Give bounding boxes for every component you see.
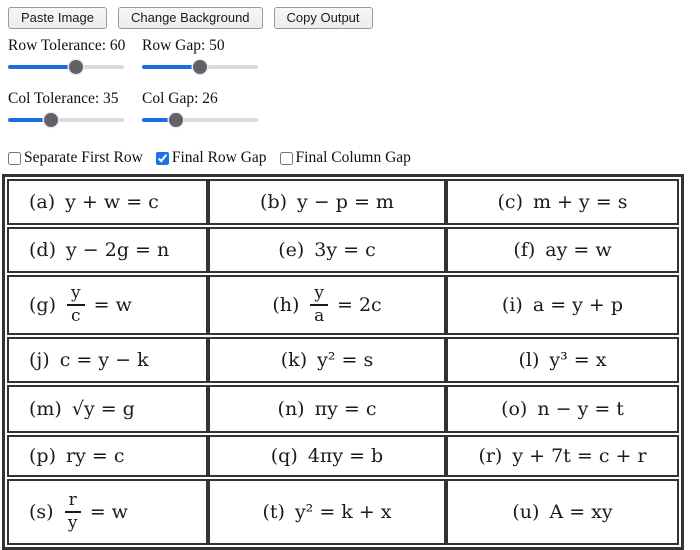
cell-label: (j) (29, 349, 50, 371)
cell-label: (p) (29, 445, 56, 467)
cell-equation: πy = c (314, 398, 377, 420)
cell-equation: ry = c (66, 445, 125, 467)
fraction-numerator: y (67, 284, 85, 306)
row-gap-label: Row Gap: 50 (142, 37, 225, 54)
worksheet-cell-a (7, 179, 208, 225)
separate-first-row-option[interactable] (8, 149, 143, 167)
cell-label: (l) (518, 349, 540, 371)
cell-equation: a = y + p (532, 294, 624, 316)
paste-image-button[interactable]: Paste Image (8, 7, 107, 29)
row-sliders (8, 37, 700, 79)
worksheet-cell-s (7, 479, 208, 545)
worksheet-cell-n (208, 385, 446, 433)
worksheet-cell-g (7, 275, 208, 335)
cell-equation: 3y = c (314, 239, 376, 261)
cell-equation: y + 7t = c + r (512, 445, 647, 467)
cell-equation: y + w = c (65, 191, 159, 213)
cell-label: (u) (512, 501, 540, 523)
cell-equation: A = xy (549, 501, 613, 523)
cell-label: (r) (478, 445, 503, 467)
col-sliders (8, 90, 700, 132)
fraction (67, 284, 85, 326)
worksheet-cell-l (446, 337, 679, 383)
col-tolerance-group (8, 90, 126, 132)
col-gap-slider[interactable] (142, 113, 258, 127)
cell-equation: n − y = t (537, 398, 624, 420)
fraction-numerator: y (310, 284, 328, 306)
fraction-denominator: a (314, 306, 325, 326)
final-row-gap-checkbox[interactable] (156, 152, 169, 165)
cell-label: (c) (497, 191, 523, 213)
cell-equation: y − p = m (297, 191, 394, 213)
worksheet-cell-e (208, 227, 446, 273)
worksheet-cell-t (208, 479, 446, 545)
cell-label: (t) (262, 501, 285, 523)
row-gap-slider[interactable] (142, 60, 258, 74)
final-row-gap-option[interactable] (156, 149, 267, 167)
cell-equation: 4πy = b (307, 445, 384, 467)
cell-label: (f) (513, 239, 536, 261)
cell-equation: y² = k + x (294, 501, 392, 523)
final-column-gap-label: Final Column Gap (295, 149, 411, 166)
cell-label: (k) (280, 349, 308, 371)
fraction-numerator: r (65, 491, 81, 513)
separate-first-row-label: Separate First Row (24, 149, 143, 166)
worksheet-cell-d (7, 227, 208, 273)
cell-equation: √y = g (71, 398, 135, 420)
cell-label: (o) (501, 398, 528, 420)
worksheet-cell-m (7, 385, 208, 433)
row-tolerance-group (8, 37, 126, 79)
worksheet-cell-p (7, 435, 208, 477)
worksheet-cell-k (208, 337, 446, 383)
cell-label: (b) (260, 191, 288, 213)
cell-label: (h) (272, 294, 300, 316)
row-gap-group (142, 37, 260, 79)
slider-controls (8, 37, 700, 132)
cell-equation: y − 2g = n (66, 239, 170, 261)
cell-label: (m) (29, 398, 62, 420)
toolbar (8, 7, 700, 29)
worksheet-cell-f (446, 227, 679, 273)
final-column-gap-checkbox[interactable] (280, 152, 293, 165)
cell-equation: ay = w (545, 239, 612, 261)
cell-label: (d) (29, 239, 56, 261)
col-gap-label: Col Gap: 26 (142, 90, 218, 107)
col-gap-group (142, 90, 260, 132)
worksheet-cell-b (208, 179, 446, 225)
worksheet-cell-u (446, 479, 679, 545)
fraction-denominator: c (71, 306, 81, 326)
copy-output-button[interactable]: Copy Output (274, 7, 373, 29)
worksheet-cell-r (446, 435, 679, 477)
cell-label: (q) (270, 445, 298, 467)
row-tolerance-label: Row Tolerance: 60 (8, 37, 126, 54)
final-row-gap-label: Final Row Gap (171, 149, 267, 166)
cell-equation: y² = s (317, 349, 374, 371)
worksheet-cell-o (446, 385, 679, 433)
separate-first-row-checkbox[interactable] (8, 152, 21, 165)
worksheet-cell-j (7, 337, 208, 383)
cell-equation: y³ = x (549, 349, 607, 371)
cell-label: (s) (29, 501, 54, 523)
worksheet-cell-h (208, 275, 446, 335)
worksheet-table (2, 174, 684, 550)
change-background-button[interactable]: Change Background (118, 7, 263, 29)
checkbox-row (8, 149, 700, 167)
cell-label: (i) (501, 294, 523, 316)
worksheet-cell-i (446, 275, 679, 335)
col-tolerance-label: Col Tolerance: 35 (8, 90, 119, 107)
cell-equation: = 2c (336, 294, 382, 316)
worksheet-cell-c (446, 179, 679, 225)
col-tolerance-slider[interactable] (8, 113, 124, 127)
cell-equation: c = y − k (59, 349, 149, 371)
fraction (65, 491, 81, 533)
cell-label: (n) (277, 398, 305, 420)
cell-equation: = w (93, 294, 132, 316)
row-tolerance-slider[interactable] (8, 60, 124, 74)
worksheet-cell-q (208, 435, 446, 477)
cell-equation: m + y = s (532, 191, 628, 213)
cell-equation: = w (89, 501, 128, 523)
cell-label: (g) (29, 294, 56, 316)
final-column-gap-option[interactable] (280, 149, 411, 167)
cell-label: (e) (278, 239, 305, 261)
fraction-denominator: y (67, 513, 78, 533)
fraction (310, 284, 328, 326)
cell-label: (a) (29, 191, 56, 213)
